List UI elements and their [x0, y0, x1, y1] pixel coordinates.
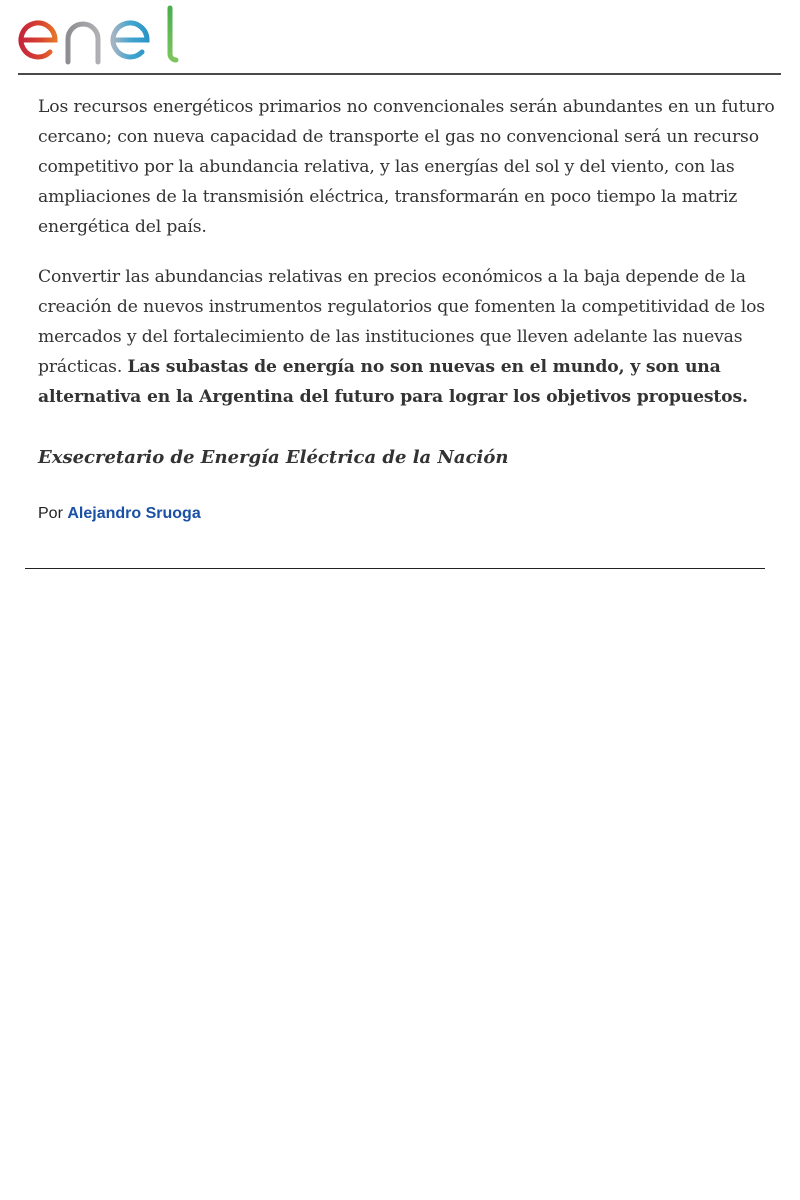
- header-divider: [18, 73, 781, 75]
- page-header: [0, 0, 800, 75]
- article-paragraph-1: Los recursos energéticos primarios no convencionales serán abundantes en un futuro cercano; con nueva capacidad de transporte el gas no convencional será un recurso competitivo por la abundancia relativa, y las energías del sol y del viento, con las ampliaciones de la transmisión eléctrica, transformarán en poco tiempo la matriz energética del país.: [38, 97, 775, 237]
- byline: [38, 502, 778, 526]
- article-body: [38, 92, 778, 526]
- byline-prefix: Por: [38, 505, 63, 522]
- enel-logo[interactable]: [16, 4, 180, 68]
- article-end-divider: [25, 568, 765, 569]
- author-title: Exsecretario de Energía Eléctrica de la Nación: [38, 447, 509, 468]
- author-link[interactable]: Alejandro Sruoga: [67, 505, 201, 522]
- paragraph-2-text: Convertir las abundancias relativas en precios económicos a la baja depende de la creación de nuevos instrumentos regulatorios que fomenten la competitividad de los mercados y del fortalecimiento de las instituciones que lleven adelante las nuevas prácticas.: [38, 267, 765, 377]
- article-paragraph-2: [38, 262, 778, 412]
- paragraph-2-highlight: Las subastas de energía no son nuevas en el mundo, y son una alternativa en la Argentina del futuro para lograr los objetivos propuestos.: [38, 357, 748, 407]
